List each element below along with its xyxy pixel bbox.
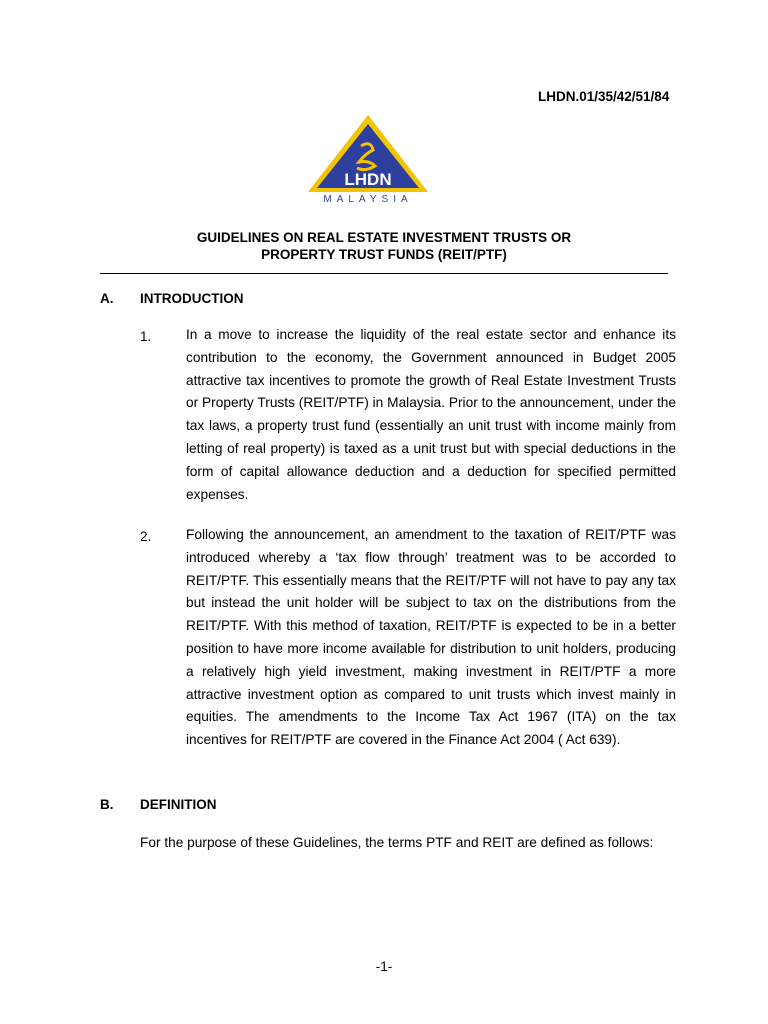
section-b-letter: B. [100, 797, 114, 812]
title-divider [100, 273, 668, 274]
title-line-2: PROPERTY TRUST FUNDS (REIT/PTF) [261, 247, 507, 262]
logo-subtext: MALAYSIA [323, 194, 413, 204]
section-a-heading: INTRODUCTION [140, 291, 244, 306]
title-line-1: GUIDELINES ON REAL ESTATE INVESTMENT TRUSTS OR [196, 230, 572, 245]
page-number: -1- [375, 959, 393, 974]
section-b-heading: DEFINITION [140, 797, 217, 812]
paragraph-1-number: 1. [140, 329, 152, 344]
paragraph-1-text: In a move to increase the liquidity of the real estate sector and enhance its contribution to the economy, the Government announced in Budget 2005 attractive tax incentives to promote the growth of Real Estate Investment Trusts or Property Trusts (REIT/PTF) in Malaysia. Prior to the announcement, under the tax laws, a property trust fund (essentially an unit trust with income mainly from letting of real property) is taxed as a unit trust but with special deductions in the form of capital allowance deduction and a deduction for specified permitted expenses. [186, 327, 676, 502]
lhdn-logo [303, 112, 433, 204]
document-title [100, 229, 668, 263]
paragraph-2-number: 2. [140, 529, 152, 544]
section-a-letter: A. [100, 291, 114, 306]
definition-text: For the purpose of these Guidelines, the terms PTF and REIT are defined as follows: [140, 835, 654, 850]
paragraph-2-text: Following the announcement, an amendment to the taxation of REIT/PTF was introduced whereby a ‘tax flow through’ treatment was to be accorded to REIT/PTF. This essentially means that the REIT/PTF will not have to pay any tax but instead the unit holder will be subject to tax on the distributions from the REIT/PTF. With this method of taxation, REIT/PTF is expected to be in a better position to have more income available for distribution to unit holders, producing a relatively high yield investment, making investment in REIT/PTF a more attractive investment option as compared to unit trusts which invest mainly in equities. The amendments to the Income Tax Act 1967 (ITA) on the tax incentives for REIT/PTF are covered in the Finance Act 2004 ( Act 639). [186, 527, 676, 748]
lhdn-logo-graphic [303, 112, 433, 204]
logo-text: LHDN [344, 170, 392, 189]
reference-number: LHDN.01/35/42/51/84 [538, 89, 670, 104]
